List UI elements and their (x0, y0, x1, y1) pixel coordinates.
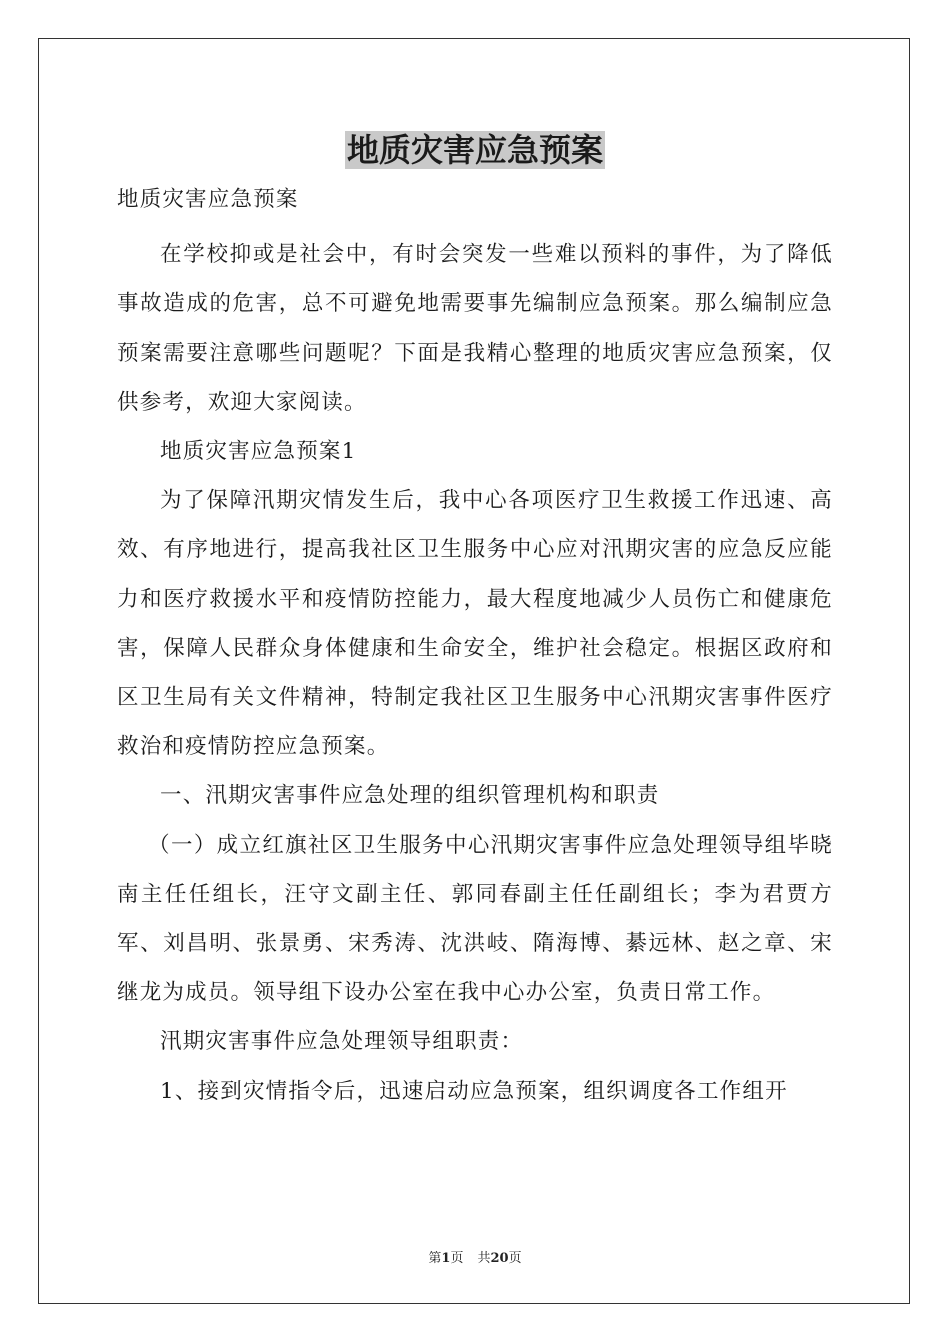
footer-total-prefix: 共 (477, 1251, 491, 1266)
footer-page-total: 20 (490, 1251, 509, 1266)
footer-page-current: 1 (441, 1251, 451, 1266)
paragraph-purpose: 为了保障汛期灾情发生后，我中心各项医疗卫生救援工作迅速、高效、有序地进行，提高我社区卫生服务中心应对汛期灾害的应急反应能力和医疗救援水平和疫情防控能力，最大程度地减少人员伤亡和健康危害，保障人民群众身体健康和生命安全，维护社会稳定。根据区政府和区卫生局有关文件精神，特制定我社区卫生服务中心汛期灾害事件医疗救治和疫情防控应急预案。 (117, 488, 833, 760)
section-heading-plan-1: 地质灾害应急预案1 (160, 439, 357, 465)
footer-total-unit: 页 (508, 1251, 522, 1266)
document-title (0, 126, 950, 174)
footer-page-prefix: 第 (428, 1251, 442, 1266)
paragraph-intro: 在学校抑或是社会中，有时会突发一些难以预料的事件，为了降低事故造成的危害，总不可避免地需要事先编制应急预案。那么编制应急预案需要注意哪些问题呢？下面是我精心整理的地质灾害应急预案，仅供参考，欢迎大家阅读。 (117, 242, 833, 415)
page-footer (0, 1247, 950, 1266)
document-body (117, 175, 833, 1116)
paragraph-duty-1: 1、接到灾情指令后，迅速启动应急预案，组织调度各工作组开 (160, 1078, 788, 1104)
document-subtitle: 地质灾害应急预案 (117, 187, 299, 212)
document-title-text: 地质灾害应急预案 (346, 131, 603, 169)
paragraph-leadership-group: （一）成立红旗社区卫生服务中心汛期灾害事件应急处理领导组毕晓南主任任组长，汪守文副主任、郭同春副主任任副组长；李为君贾方军、刘昌明、张景勇、宋秀涛、沈洪岐、隋海博、綦远林、赵之章、宋继龙为成员。领导组下设办公室在我中心办公室，负责日常工作。 (117, 832, 833, 1006)
section-heading-organization: 一、汛期灾害事件应急处理的组织管理机构和职责 (160, 783, 660, 809)
footer-page-unit: 页 (450, 1251, 464, 1266)
section-heading-duties: 汛期灾害事件应急处理领导组职责： (160, 1029, 524, 1055)
